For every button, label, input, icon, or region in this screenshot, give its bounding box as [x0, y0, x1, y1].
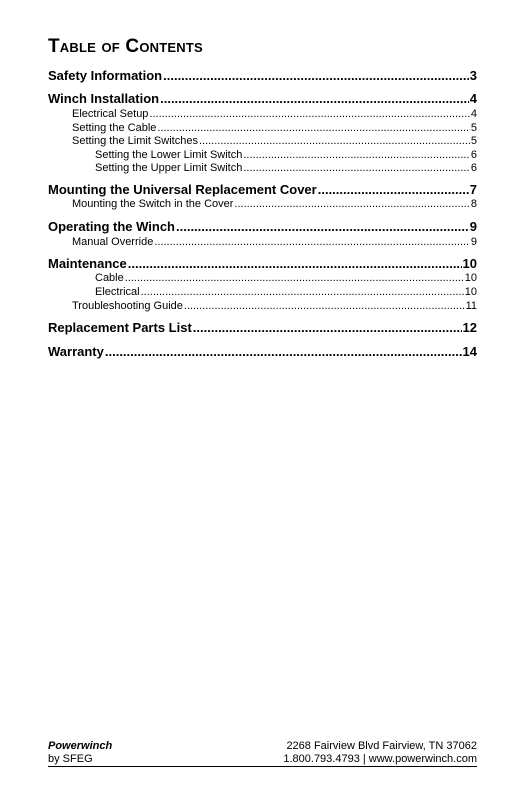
toc-entry-label: Mounting the Switch in the Cover [72, 198, 234, 210]
footer-divider [48, 766, 477, 767]
dot-leader [105, 345, 462, 359]
dot-leader [243, 161, 470, 175]
toc-entry-label: Troubleshooting Guide [72, 300, 183, 312]
footer-byline: by SFEG [48, 753, 93, 765]
toc-title: Table of Contents [48, 36, 203, 57]
dot-leader [243, 148, 470, 162]
toc-entry-setting-the-limit-switches[interactable] [72, 134, 477, 148]
dot-leader [176, 220, 469, 234]
toc-entry-safety-information[interactable] [48, 69, 477, 83]
toc-entry-mounting-the-universal-replacement-cover[interactable] [48, 183, 477, 197]
dot-leader [157, 121, 469, 135]
toc-entry-replacement-parts-list[interactable] [48, 321, 477, 335]
toc-entry-page: 14 [462, 344, 477, 359]
toc-entry-page: 4 [470, 108, 477, 120]
toc-entry-label: Maintenance [48, 256, 127, 271]
toc-entry-page: 9 [470, 236, 477, 248]
toc-entry-label: Setting the Cable [72, 122, 157, 134]
toc-entry-setting-the-upper-limit-switch[interactable] [95, 161, 477, 175]
toc-entry-maintenance[interactable] [48, 257, 477, 271]
toc-entry-label: Replacement Parts List [48, 320, 192, 335]
toc-entry-page: 11 [465, 300, 477, 312]
dot-leader [128, 257, 462, 271]
toc-entry-mounting-the-switch-in-the-cover[interactable] [72, 197, 477, 211]
toc-entry-label: Mounting the Universal Replacement Cover [48, 182, 317, 197]
toc-entry-page: 10 [462, 256, 477, 271]
toc-entry-setting-the-cable[interactable] [72, 121, 477, 135]
dot-leader [234, 197, 469, 211]
dot-leader [318, 183, 469, 197]
dot-leader [184, 299, 465, 313]
toc-entry-page: 6 [470, 162, 477, 174]
footer-contact-block [283, 740, 477, 766]
toc-entry-warranty[interactable] [48, 345, 477, 359]
toc-entry-label: Manual Override [72, 236, 154, 248]
toc-entry-page: 10 [464, 272, 477, 284]
toc-entry-page: 9 [469, 219, 477, 234]
toc-entry-page: 10 [464, 286, 477, 298]
dot-leader [160, 92, 469, 106]
toc-entry-operating-the-winch[interactable] [48, 220, 477, 234]
toc-entry-page: 7 [469, 182, 477, 197]
toc-entry-page: 3 [469, 68, 477, 83]
toc-entry-label: Setting the Limit Switches [72, 135, 198, 147]
dot-leader [125, 271, 464, 285]
dot-leader [163, 69, 469, 83]
dot-leader [193, 321, 462, 335]
toc-entry-manual-override[interactable] [72, 235, 477, 249]
toc-entry-winch-installation[interactable] [48, 92, 477, 106]
toc-entry-label: Setting the Upper Limit Switch [95, 162, 243, 174]
toc-entry-label: Cable [95, 272, 124, 284]
toc-entry-label: Operating the Winch [48, 219, 175, 234]
dot-leader [199, 134, 470, 148]
footer-address: 2268 Fairview Blvd Fairview, TN 37062 [286, 740, 477, 752]
dot-leader [141, 285, 464, 299]
toc-entry-page: 5 [470, 122, 477, 134]
toc-entry-page: 4 [469, 91, 477, 106]
toc-entry-cable[interactable] [95, 271, 477, 285]
toc-entry-page: 12 [462, 320, 477, 335]
toc-entry-troubleshooting-guide[interactable] [72, 299, 477, 313]
toc-entry-label: Electrical Setup [72, 108, 149, 120]
toc-entry-electrical-setup[interactable] [72, 107, 477, 121]
dot-leader [149, 107, 469, 121]
toc-entry-page: 6 [470, 149, 477, 161]
toc-entry-page: 5 [470, 135, 477, 147]
toc-entry-setting-the-lower-limit-switch[interactable] [95, 148, 477, 162]
toc-entry-page: 8 [470, 198, 477, 210]
toc-entry-label: Setting the Lower Limit Switch [95, 149, 243, 161]
footer-brand-block [48, 740, 112, 766]
toc-entry-label: Safety Information [48, 68, 163, 83]
footer-contact: 1.800.793.4793 | www.powerwinch.com [283, 753, 477, 765]
footer-brand: Powerwinch [48, 740, 113, 752]
dot-leader [154, 235, 470, 249]
toc-entry-label: Winch Installation [48, 91, 160, 106]
toc-entry-label: Warranty [48, 344, 104, 359]
toc-entry-label: Electrical [95, 286, 140, 298]
toc-entry-electrical[interactable] [95, 285, 477, 299]
